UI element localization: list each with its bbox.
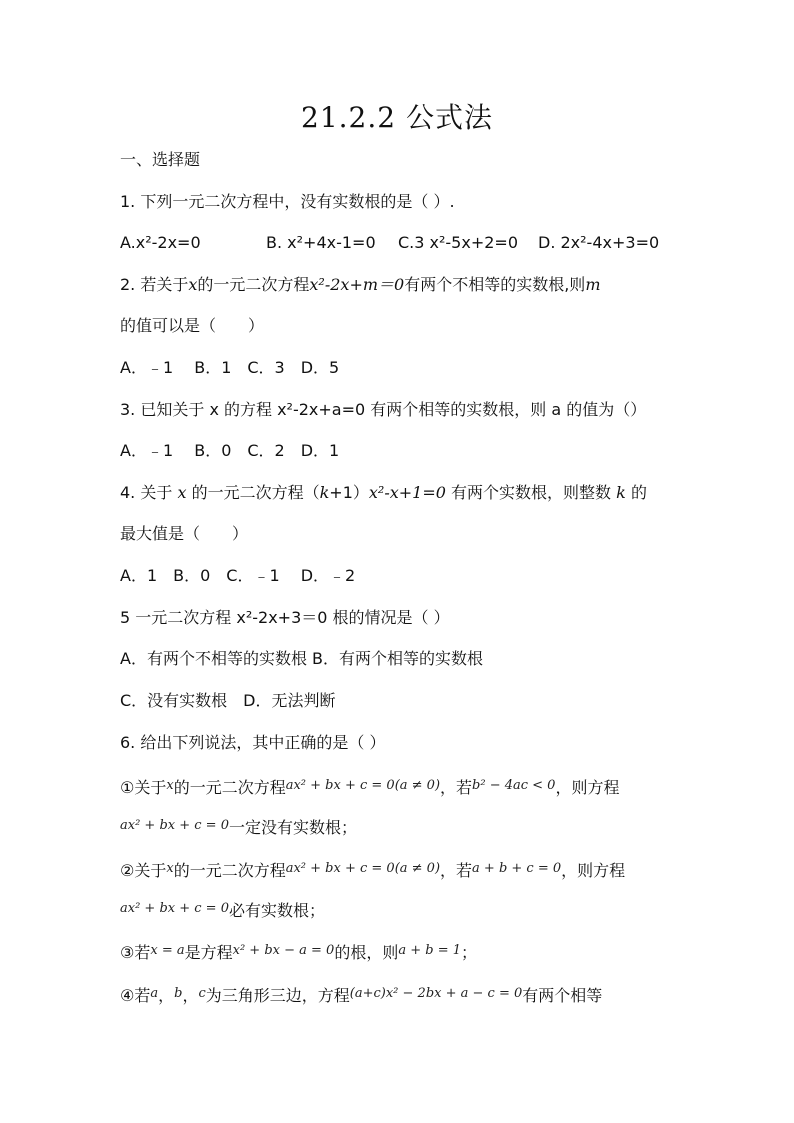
- s4-sep-1: ，: [158, 986, 175, 1005]
- s4-text-a: ④若: [120, 986, 151, 1005]
- q4-text-b: 的一元二次方程（: [191, 483, 320, 502]
- s3-text-b: 是方程: [184, 943, 233, 962]
- statement-3: [120, 939, 676, 963]
- s2-condition: a + b + c = 0: [472, 861, 562, 876]
- statement-4: [120, 982, 676, 1006]
- q4-var-k: k: [319, 483, 330, 502]
- s4-var-a: a: [150, 986, 159, 1001]
- s4-var-b: b: [174, 986, 183, 1001]
- statement-1-line2: [120, 814, 676, 838]
- s4-var-c: c: [198, 986, 206, 1001]
- s3-condition: x = a: [150, 943, 185, 958]
- q4-text-c: +1）: [329, 483, 369, 502]
- s2-text-a: ②关于: [120, 861, 167, 880]
- s4-sep-2: ，: [182, 986, 199, 1005]
- s2-text-e: 必有实数根；: [228, 901, 325, 920]
- s2-equation: ax² + bx + c = 0(a ≠ 0): [285, 861, 441, 876]
- q4-var-x: x: [177, 483, 187, 502]
- section-heading: 一、选择题: [120, 150, 201, 169]
- option-b: B. x²+4x-1=0: [266, 233, 376, 252]
- question-2-stem-line2: 的值可以是（ ）: [120, 316, 265, 335]
- q4-text-e: 的: [630, 483, 647, 502]
- s1-text-e: 一定没有实数根；: [228, 818, 357, 837]
- question-2-stem: [120, 273, 676, 297]
- s3-result: a + b = 1: [398, 943, 462, 958]
- statement-1: [120, 774, 676, 798]
- question-6-stem: 6. 给出下列说法，其中正确的是（ ）: [120, 733, 386, 752]
- s1-equation: ax² + bx + c = 0(a ≠ 0): [285, 778, 441, 793]
- question-3-stem: 3. 已知关于 x 的方程 x²-2x+a=0 有两个相等的实数根，则 a 的值为（）: [120, 400, 647, 419]
- s2-text-c: ，若: [440, 861, 473, 880]
- s1-text-b: 的一元二次方程: [173, 778, 286, 797]
- question-5-options-line1: A．有两个不相等的实数根 B．有两个相等的实数根: [120, 649, 484, 668]
- page-title: 21.2.2 公式法: [301, 101, 493, 134]
- s3-text-c: 的根，则: [334, 943, 399, 962]
- s3-text-d: ；: [461, 943, 478, 962]
- q2-var-x: x: [188, 275, 198, 294]
- s4-equation: (a+c)x² − 2bx + a − c = 0: [349, 986, 523, 1001]
- statement-2-line2: [120, 897, 676, 921]
- s1-text-d: ，则方程: [555, 778, 620, 797]
- s1-equation-2: ax² + bx + c = 0: [120, 818, 229, 833]
- q4-text-d: 有两个实数根，则整数: [451, 483, 612, 502]
- option-c: C.3 x²-5x+2=0: [398, 233, 518, 252]
- q2-var-m: m: [585, 275, 601, 294]
- question-5-stem: 5 一元二次方程 x²-2x+3＝0 根的情况是（ ）: [120, 608, 450, 627]
- s1-text-a: ①关于: [120, 778, 167, 797]
- s2-var-x: x: [166, 861, 174, 876]
- question-3-options: A．﹣1 B．0 C．2 D．1: [120, 441, 340, 460]
- statement-2: [120, 857, 676, 881]
- s2-text-b: 的一元二次方程: [173, 861, 286, 880]
- s2-text-d: ，则方程: [561, 861, 626, 880]
- q2-text-c: 有两个不相等的实数根,则: [404, 275, 586, 294]
- s3-equation: x² + bx − a = 0: [232, 943, 335, 958]
- s1-var-x: x: [166, 778, 174, 793]
- question-4-stem-line2: 最大值是（ ）: [120, 524, 249, 543]
- q4-text-a: 4. 关于: [120, 483, 173, 502]
- s3-text-a: ③若: [120, 943, 151, 962]
- q4-var-k2: k: [616, 483, 626, 502]
- s1-text-c: ，若: [440, 778, 473, 797]
- option-a: A.x²-2x=0: [120, 233, 201, 252]
- s4-text-c: 有两个相等: [522, 986, 603, 1005]
- s2-equation-2: ax² + bx + c = 0: [120, 901, 229, 916]
- q2-text-a: 2. 若关于: [120, 275, 189, 294]
- question-4-stem: [120, 481, 676, 505]
- q4-equation: x²-x+1=0: [368, 483, 446, 502]
- s4-text-b: 为三角形三边，方程: [205, 986, 350, 1005]
- q2-text-b: 的一元二次方程: [197, 275, 310, 294]
- question-4-options: A．1 B．0 C．﹣1 D．﹣2: [120, 566, 356, 585]
- option-d: D. 2x²-4x+3=0: [538, 233, 660, 252]
- question-2-options: A．﹣1 B．1 C．3 D．5: [120, 358, 340, 377]
- question-5-options-line2: C．没有实数根 D．无法判断: [120, 691, 336, 710]
- q2-equation: x²-2x+m＝0: [309, 275, 405, 294]
- question-1-options: [120, 231, 676, 255]
- s1-condition: b² − 4ac < 0: [472, 778, 556, 793]
- question-1-stem: 1. 下列一元二次方程中，没有实数根的是（ ）.: [120, 192, 455, 211]
